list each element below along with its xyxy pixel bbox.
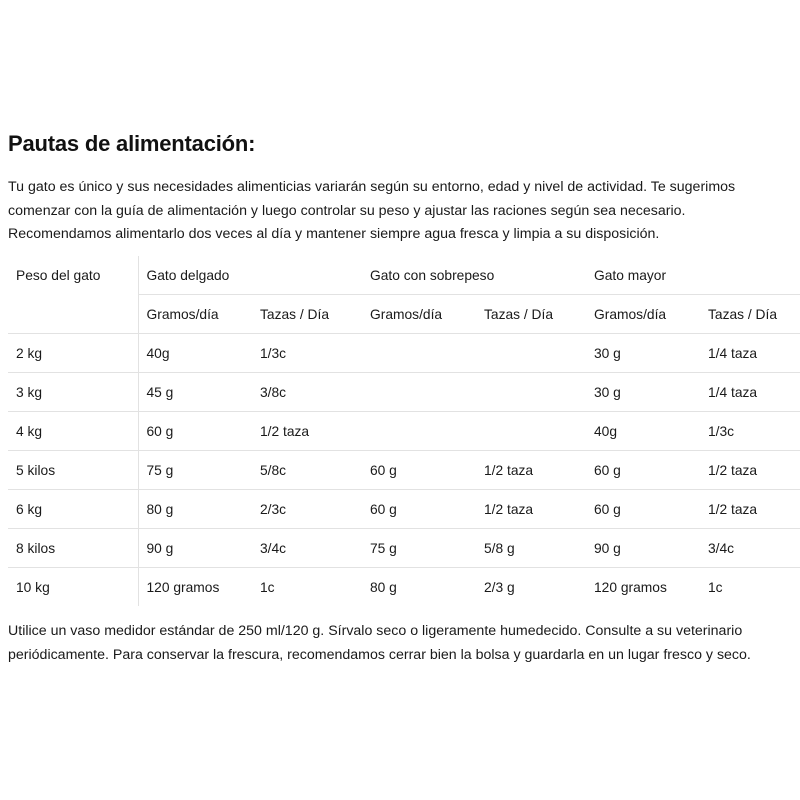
table-subheader-row [8,295,800,334]
footer-line: Utilice un vaso medidor estándar de 250 ml/120 g. Sírvalo seco o ligeramente humedecido. Consulte a su veterinario [8,623,743,639]
table-row [8,451,800,490]
cell-overweight-cups: 5/8 g [476,529,586,568]
cell-overweight-cups: 1/2 taza [476,490,586,529]
cell-overweight-grams [362,373,476,412]
cell-thin-cups: 5/8c [252,451,362,490]
subheader-grams: Gramos/día [138,295,252,334]
cell-senior-grams: 120 gramos [594,579,667,595]
cell-weight: 6 kg [8,490,138,529]
cell-senior-grams: 60 g [586,490,700,529]
group-header-overweight-cat: Gato con sobrepeso [362,256,586,295]
subheader-cups: Tazas / Día [700,295,800,334]
intro-line: Recomendamos alimentarlo dos veces al día y mantener siempre agua fresca y limpia a su disposición. [8,226,660,242]
cell-senior-cups: 1/2 taza [700,451,800,490]
cell-overweight-cups [476,412,586,451]
cell-weight: 8 kilos [8,529,138,568]
cell-senior-grams: 60 g [586,451,700,490]
cell-overweight-grams: 60 g [362,451,476,490]
cell-overweight-cups [476,373,586,412]
group-header-thin-cat: Gato delgado [138,256,362,295]
cell-thin-grams: 80 g [138,490,252,529]
subheader-grams: Gramos/día [362,295,476,334]
intro-paragraph [8,176,794,247]
cell-overweight-cups: 1/2 taza [476,451,586,490]
cell-thin-grams: 45 g [138,373,252,412]
cell-overweight-grams [362,412,476,451]
cell-overweight-cups: 2/3 g [484,579,515,595]
table-row [8,490,800,529]
cell-senior-grams: 30 g [586,334,700,373]
cell-senior-cups: 1/4 taza [700,373,800,412]
cell-thin-cups: 1/2 taza [252,412,362,451]
cell-weight: 2 kg [8,334,138,373]
cell-overweight-grams: 80 g [370,579,397,595]
cell-weight: 10 kg [8,568,138,607]
cell-thin-cups: 1c [260,579,275,595]
cell-thin-grams: 90 g [138,529,252,568]
cell-senior-cups: 1/4 taza [700,334,800,373]
intro-line: comenzar con la guía de alimentación y luego controlar su peso y ajustar las raciones según sea necesario. [8,202,686,219]
cell-senior-cups: 3/4c [700,529,800,568]
cell-weight: 4 kg [8,412,138,451]
cell-senior-cups: 1/3c [700,412,800,451]
cell-thin-grams: 60 g [138,412,252,451]
table-row [8,334,800,373]
table-row [8,568,800,607]
cell-weight: 3 kg [8,373,138,412]
cell-senior-grams: 90 g [586,529,700,568]
table-group-header-row [8,256,800,295]
cell-overweight-grams: 60 g [362,490,476,529]
cell-thin-cups: 1/3c [252,334,362,373]
cell-overweight-grams: 75 g [362,529,476,568]
cell-senior-cups: 1/2 taza [700,490,800,529]
cell-thin-cups: 3/4c [252,529,362,568]
cell-thin-grams: 120 gramos [146,579,220,595]
feeding-table [8,256,800,606]
table-row [8,412,800,451]
weight-subheader-blank [8,295,138,334]
table-row [8,529,800,568]
cell-overweight-grams [362,334,476,373]
group-header-senior-cat: Gato mayor [586,256,800,295]
page-title: Pautas de alimentación: [8,131,256,156]
weight-column-header: Peso del gato [8,256,138,295]
subheader-cups: Tazas / Día [476,295,586,334]
subheader-cups: Tazas / Día [252,295,362,334]
table-row [8,373,800,412]
cell-senior-grams: 30 g [586,373,700,412]
cell-senior-grams: 40g [586,412,700,451]
subheader-grams: Gramos/día [586,295,700,334]
cell-weight: 5 kilos [8,451,138,490]
footer-line: periódicamente. Para conservar la frescura, recomendamos cerrar bien la bolsa y guardarla en un lugar fresco y seco. [8,646,751,663]
cell-overweight-cups [476,334,586,373]
cell-thin-cups: 2/3c [252,490,362,529]
footer-note [8,620,800,667]
cell-thin-grams: 40g [138,334,252,373]
cell-thin-cups: 3/8c [252,373,362,412]
cell-thin-grams: 75 g [138,451,252,490]
intro-line: Tu gato es único y sus necesidades alimenticias variarán según su entorno, edad y nivel de actividad. Te sugerimos [8,179,736,195]
cell-senior-cups: 1c [708,579,723,595]
